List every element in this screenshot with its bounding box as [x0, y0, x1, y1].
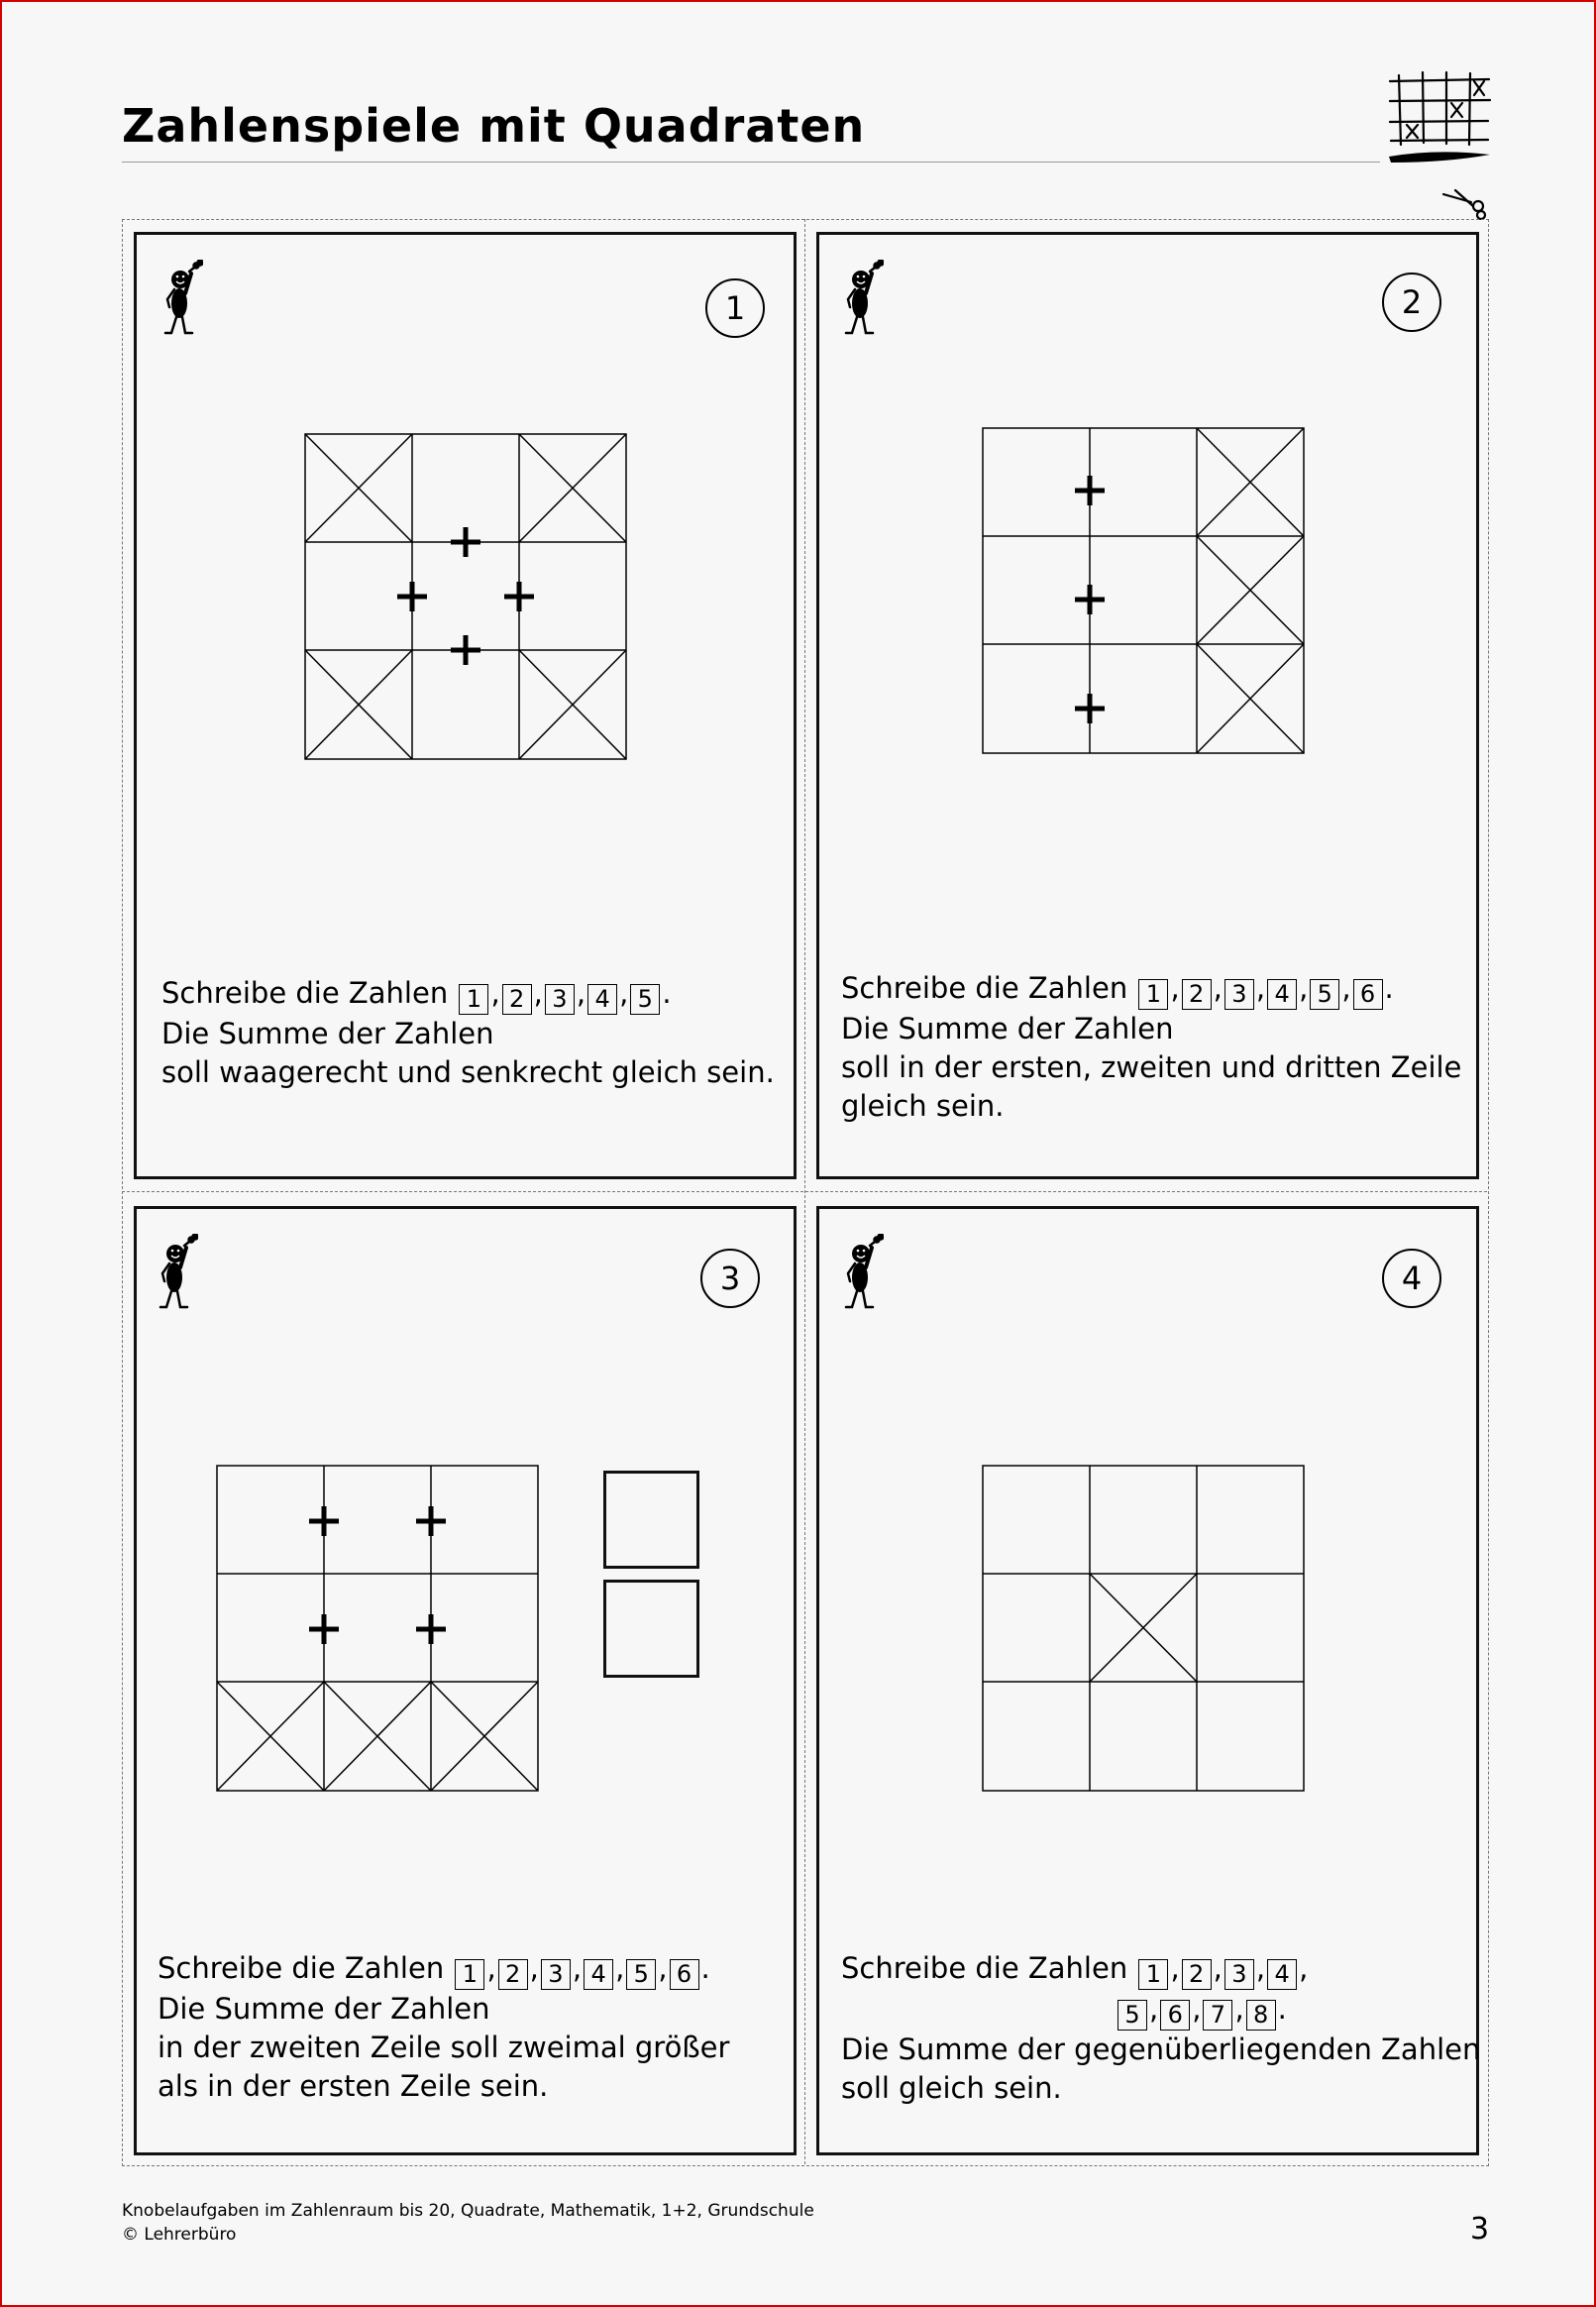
number-box: 4	[1267, 1959, 1297, 1990]
instruction-line-2: Die Summe der Zahlen	[161, 1017, 494, 1050]
instruction-line-1: Schreibe die Zahlen 1 , 2 , 3 , 4 , 5 .	[161, 976, 672, 1013]
task-instruction	[161, 974, 775, 1092]
number-box: 8	[1246, 2000, 1276, 2031]
instruction-line-3: in der zweiten Zeile soll zweimal größer	[158, 2031, 730, 2064]
instruction-line-4: als in der ersten Zeile sein.	[158, 2069, 549, 2103]
page-title: Zahlenspiele mit Quadraten	[122, 99, 866, 153]
number-box: 2	[502, 984, 532, 1015]
instruction-line-3: soll gleich sein.	[841, 2071, 1062, 2105]
number-box: 3	[1224, 1959, 1254, 1990]
number-box: 6	[670, 1959, 699, 1990]
instruction-line-1: Schreibe die Zahlen 1 , 2 , 3 , 4 ,	[841, 1951, 1309, 1988]
instruction-line-4: gleich sein.	[841, 1089, 1005, 1123]
number-grid	[981, 1464, 1308, 1795]
weightlifter-icon	[842, 260, 884, 335]
weightlifter-icon	[161, 260, 203, 335]
number-box: 5	[1310, 979, 1339, 1010]
number-box: 5	[626, 1959, 656, 1990]
number-box: 2	[1182, 1959, 1212, 1990]
task-number: 2	[1382, 273, 1441, 332]
footer	[122, 2199, 814, 2247]
task-instruction	[158, 1949, 729, 2106]
number-grid	[981, 426, 1308, 757]
instruction-line-2: Die Summe der Zahlen	[841, 1012, 1174, 1045]
number-box: 5	[630, 984, 660, 1015]
number-box: 4	[584, 1959, 613, 1990]
scissors-icon	[1441, 184, 1491, 220]
number-box: 1	[1138, 979, 1168, 1010]
footer-source: Knobelaufgaben im Zahlenraum bis 20, Quadrate, Mathematik, 1+2, Grundschule	[122, 2201, 814, 2221]
footer-copyright: © Lehrerbüro	[122, 2225, 237, 2245]
number-box: 5	[1117, 2000, 1147, 2031]
task-card-4	[816, 1206, 1479, 2155]
number-box: 6	[1353, 979, 1383, 1010]
number-box: 1	[455, 1959, 484, 1990]
plus-signs	[309, 1506, 446, 1644]
number-grid	[215, 1464, 542, 1795]
instruction-line-2: Die Summe der gegenüberliegenden Zahlen	[841, 2032, 1481, 2066]
number-grid	[303, 432, 630, 763]
number-box: 1	[1138, 1959, 1168, 1990]
tic-tac-toe-grid-icon	[1387, 67, 1492, 168]
instruction-line-3: soll waagerecht und senkrecht gleich sein.	[161, 1055, 775, 1089]
number-box: 4	[1267, 979, 1297, 1010]
number-box: 2	[498, 1959, 528, 1990]
cut-line-horizontal	[122, 1191, 1487, 1192]
weightlifter-icon	[842, 1234, 884, 1309]
instruction-line-3: soll in der ersten, zweiten und dritten Zeile	[841, 1050, 1462, 1084]
number-box: 3	[1224, 979, 1254, 1010]
page-number: 3	[1470, 2212, 1490, 2247]
number-box: 1	[459, 984, 488, 1015]
plus-signs	[397, 527, 534, 665]
number-box: 7	[1203, 2000, 1232, 2031]
task-instruction	[841, 969, 1461, 1126]
number-box: 4	[587, 984, 617, 1015]
task-number: 4	[1382, 1249, 1441, 1308]
number-box: 3	[541, 1959, 571, 1990]
number-box: 3	[545, 984, 575, 1015]
title-underline	[122, 162, 1380, 163]
instruction-line-2: Die Summe der Zahlen	[158, 1992, 490, 2026]
task-number: 3	[700, 1249, 760, 1308]
answer-box	[603, 1580, 699, 1678]
weightlifter-icon	[157, 1234, 198, 1309]
task-card-3	[134, 1206, 797, 2155]
instruction-line-1b: 5 , 6 , 7 , 8 .	[841, 1990, 1480, 2031]
answer-box	[603, 1471, 699, 1569]
instruction-line-1: Schreibe die Zahlen 1 , 2 , 3 , 4 , 5 , 6 .	[158, 1951, 710, 1988]
task-number: 1	[705, 278, 765, 338]
instruction-line-1: Schreibe die Zahlen 1 , 2 , 3 , 4 , 5 , 6 .	[841, 971, 1394, 1008]
number-box: 2	[1182, 979, 1212, 1010]
task-card-1	[134, 232, 797, 1179]
task-card-2	[816, 232, 1479, 1179]
task-instruction	[841, 1949, 1480, 2108]
number-box: 6	[1160, 2000, 1190, 2031]
